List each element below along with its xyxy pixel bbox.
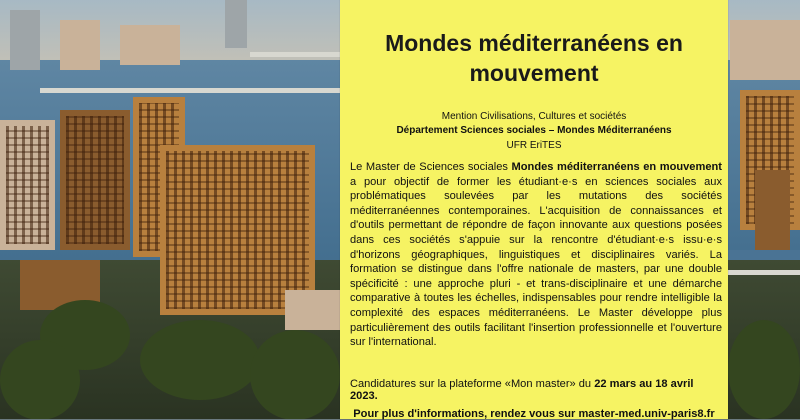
info-panel — [340, 0, 728, 419]
bridge — [40, 88, 340, 93]
building — [285, 290, 340, 330]
trees — [728, 320, 800, 419]
building — [0, 120, 55, 250]
page-title — [340, 28, 728, 88]
title-line-2: mouvement — [469, 60, 599, 86]
building — [755, 170, 790, 250]
distant-building — [120, 25, 180, 65]
bridge — [250, 52, 340, 57]
more-info-link[interactable]: Pour plus d'informations, rendez vous sur master-med.univ-paris8.fr — [353, 408, 715, 420]
trees — [250, 330, 340, 419]
program-name: Mondes méditerranéens en mouvement — [511, 161, 722, 173]
ufr-text: UFR EriTES — [506, 140, 562, 151]
candidatures-dates: 22 mars au 18 avril 2023. — [350, 378, 694, 402]
description-intro: Le Master de Sciences sociales — [350, 161, 512, 173]
mention-text: Mention Civilisations, Cultures et sociétés — [441, 111, 627, 122]
distant-tower — [225, 0, 247, 48]
trees — [140, 320, 260, 400]
department-text: Département Sciences sociales – Mondes Méditerranéens — [396, 125, 672, 136]
description-paragraph — [350, 160, 722, 350]
building — [60, 110, 130, 250]
distant-building — [60, 20, 100, 70]
bridge — [728, 270, 800, 275]
title-line-1: Mondes méditerranéens en — [385, 30, 683, 56]
building — [730, 20, 800, 80]
trees — [0, 340, 80, 419]
distant-building — [10, 10, 40, 70]
candidatures-line — [350, 378, 722, 402]
candidatures-prefix: Candidatures sur la plateforme «Mon master» du — [350, 378, 595, 390]
description-body: a pour objectif de former les étudiant·e·s en sciences sociales aux problématiques soulevées par les mutations des sociétés méditerranéennes contemporaines. L'acquisition de connaissances et d'outils permettant de répondre de façon innovante aux questions posées dans ces sociétés s'appuie sur la rencontre d'étudiant·e·s issu·e·s d'horizons géographiques, linguistiques et disciplinaires variés. La formation se distingue dans l'offre nationale de masters, par une double spécificité : une approche pluri - et trans-disciplinaire et une démarche comparative à toutes les échelles, indispensables pour rendre intelligible la complexité des espaces méditerranéens. Le Master développe plus particulièrement des outils facilitant l'insertion professionnelle et l'ouverture sur l'international. — [350, 175, 722, 349]
